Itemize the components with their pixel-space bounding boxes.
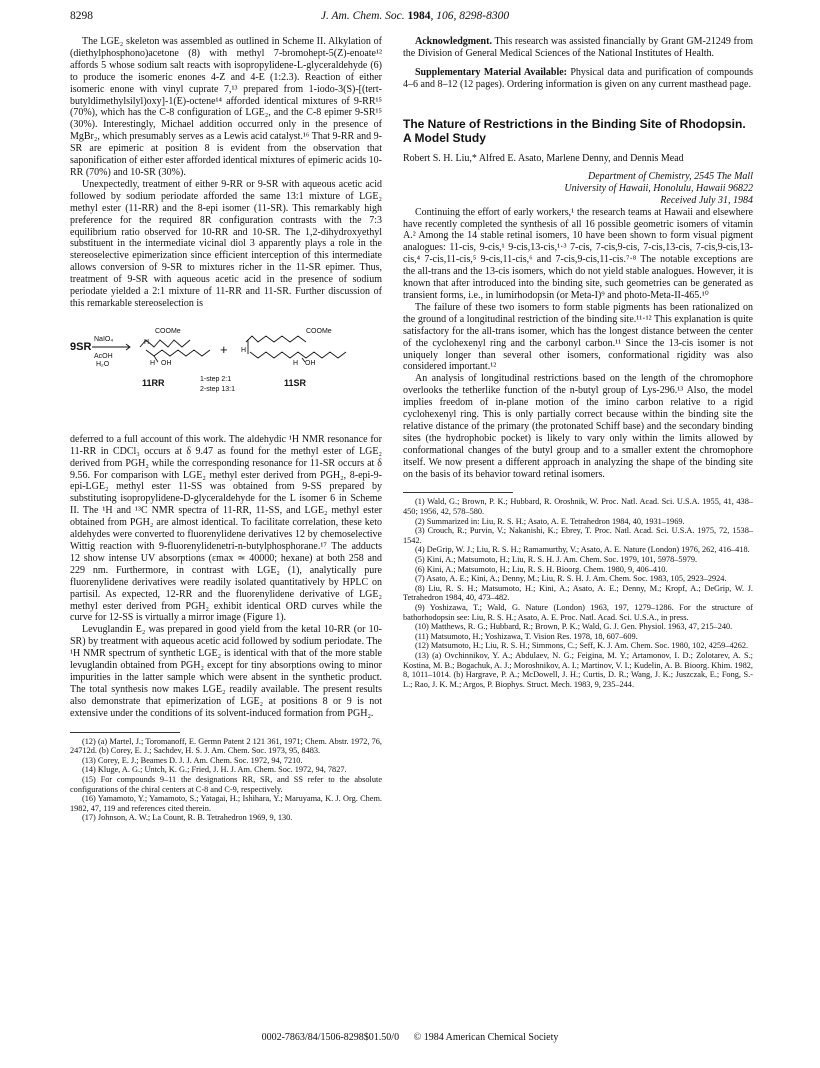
reference: (11) Matsumoto, H.; Yoshizawa, T. Vision Res. 1978, 18, 607–609. <box>415 631 638 641</box>
scheme-h-b2: H <box>293 359 299 367</box>
reference: (8) Liu, R. S. H.; Matsumoto, H.; Kini, A.; Asato, A. E.; Denny, M.; Kropf, A.; DeGrip, W. J. Tetrahedron 1984, 40, 473–482. <box>403 583 753 603</box>
scheme-reagent-1: NaIO₄ <box>94 335 114 343</box>
footnote: (16) Yamamoto, Y.; Yamamoto, S.; Yatagai, H.; Ishihara, Y.; Maruyama, K. J. Org. Chem. 1982, 47, 119 and references cited therein. <box>70 794 382 813</box>
reference: (10) Matthews, R. G.; Hubbard, R.; Brown, P. K.; Wald, G. J. Gen. Physiol. 1963, 47, 215–240. <box>415 622 733 632</box>
reference: (13) (a) Ovchinnikov, Y. A.; Abdulaev, N. G.; Feigina, M. Y.; Artamonov, I. D.; Zolotarev, A. S.; Kostina, M. B.; Bogachuk, A. J.; Moroshnikov, A. I.; Martinov, V. I.; Kudelin, A. B. Bioorg. Khim. 1982, 8, 1011–1014. (b) Hargrave, P. A.; McDowell, J. H.; Curtis, D. R.; Wang, J. K.; Juszczak, E.; Fong, S.-L.; Rao, J. K. M.; Argos, P. Biophys. Struct. Mech. 1983, 9, 235–244. <box>403 650 753 689</box>
reaction-scheme <box>70 312 382 430</box>
references-divider <box>403 492 513 493</box>
acknowledgment-heading: Acknowledgment. <box>415 36 492 47</box>
footnote: (17) Johnson, A. W.; La Count, R. B. Tetrahedron 1969, 9, 130. <box>82 813 293 823</box>
journal-volume: 106 <box>436 10 454 22</box>
scheme-reagent-2: AcOH <box>94 352 113 360</box>
left-column <box>70 36 382 823</box>
scheme-product-label-b: 11SR <box>284 377 307 388</box>
footnote-divider <box>70 732 180 733</box>
right-column <box>403 36 753 689</box>
paragraph: An analysis of longitudinal restrictions based on the length of the chromophore overlooks the tetherlike function of the n-butyl group of Lys-296.¹³ Also, the model implies freedom of in-plane motion of the imino carbon relative to a rigid cyclohexenyl ring. This is only partially correct because within the binding site the relative distance of the primary (the protonated Schiff base) and the secondary binding sites (the hydrophobic pocket) is likely to vary only within the limits allowed by conformational changes of the butyl group and to a smaller extent the chromophore itself. We now present a different approach in analyzing the shape of the binding site on the basis of its behavior toward retinal isomers. <box>403 373 753 480</box>
article-code: 0002-7863/84/1506-8298$01.50/0 <box>261 1032 400 1043</box>
running-header <box>70 10 760 24</box>
scheme-oh-b: OH <box>305 359 316 367</box>
paragraph: deferred to a full account of this work. The aldehydic ¹H NMR resonance for 11-RR in CDCl₃ occurs at δ 9.47 as found for the methyl ester of LGE₂ derived from PGH₂ while the corresponding resonance for 11-SR occurs at δ 9.56. For comparison with LGE₂ methyl ester derived from PGH₂, 8-epi-9-epi-LGE₂ methyl ester 11-SS was obtained from 9-SS prepared by substituting isopropylidene-D-glyceraldehyde for the L isomer 6 in Scheme II. The ¹H and ¹³C NMR spectra of 11-RR, 11-SS, and LGE₂ methyl ester obtained from PGH₂ are almost identical. To facilitate correlation, these keto aldehydes were converted to fluorenylidene derivatives 12 by chemoselective Wittig reaction with 9-fluorenylidenetri-n-butylphosphorane.¹⁷ The adducts 12 show intense UV absorptions (εmax ≃ 40000; hexane) at both 258 and 229 nm. Furthermore, in contrast with LGE₂ (1), analytically pure fluorenylidene derivatives were readily isolated quantitatively by HPLC on partisil. As expected, 12-RR and the fluorenylidene derivative of LGE₂ methyl ester derived from PGH₂ exhibit identical ORD curves while the curve for 12-SS is virtually a mirror image (Figure 1). <box>70 433 382 624</box>
reference: (7) Asato, A. E.; Kini, A.; Denny, M.; Liu, R. S. H. J. Am. Chem. Soc. 1983, 105, 2923–2924. <box>415 574 727 584</box>
paragraph: The LGE₂ skeleton was assembled as outlined in Scheme II. Alkylation of (diethylphosphono)acetone (8) with methyl 7-bromohept-5(Z)-enoate¹² affords 5 whose sodium salt reacts with isopropylidene-L-glyceraldehyde (6) to produce the isomeric enones 4-Z and 4-E (1:2.3). Reaction of either isomeric enone with vinyl cuprate 7,¹³ prepared from 1-iodo-3(S)-[(tert-butyldimethylsilyl)oxy]-1(E)-octene¹⁴ afforded identical mixtures of 9-RR¹⁵ (70%), which has the C-8 configuration of LGE₂, and the C-8 epimer 9-SR¹⁵ (30%). Interestingly, Michael addition occurred only in the presence of MgBr₂, which presumably serves as a Lewis acid catalyst.¹⁶ That 9-RR and 9-SR are epimeric at position 8 is evident from the observation that saponification of either ester afforded identical mixtures of epimeric acids 10-RR (70%) and 10-SR (30%). <box>70 36 382 178</box>
article-authors: Robert S. H. Liu,* Alfred E. Asato, Marlene Denny, and Dennis Mead <box>403 152 684 164</box>
footnote: (12) (a) Martel, J.; Toromanoff, E. Germn Patent 2 121 361, 1971; Chem. Abstr. 1972, 76, 24712d. (b) Corey, E. J.; Sachdev, H. S. J. Am. Chem. Soc. 1973, 95, 8483. <box>70 736 382 756</box>
reference: (3) Crouch, R.; Purvin, V.; Nakanishi, K.; Ebrey, T. Proc. Natl. Acad. Sci. U.S.A. 1975, 72, 1538–1542. <box>403 526 753 545</box>
acknowledgment-text: This research was assisted financially by Grant GM-21249 from the Division of General Medical Sciences of the National Institutes of Health. <box>403 36 753 59</box>
supplementary-text: Physical data and purification of compounds 4–6 and 8–12 (12 pages). Ordering information is given on any current masthead page. <box>403 66 753 90</box>
scheme-ester-b: COOMe <box>306 327 332 335</box>
reference: (9) Yoshizawa, T.; Wald, G. Nature (London) 1963, 197, 1279–1286. For the structure of bathorhodopsin see: Liu, R. S. H.; Asato, A. E. Proc. Natl. Acad. Sci. U.S.A., in press. <box>403 603 753 622</box>
article-title: The Nature of Restrictions in the Binding Site of Rhodopsin. A Model Study <box>403 116 746 145</box>
paragraph: The failure of these two isomers to form stable pigments has been rationalized on the ground of a longitudinal restriction of the binding site.¹¹·¹² This explanation is quite satisfactory for the all-trans isomer, which has the longest distance between the center of the cyclohexenyl ring and the carbonyl carbon.¹¹ Since the 13-cis isomer is not uniquely longer than several other isomers, conformational rigidity was also considered important.¹² <box>403 301 753 373</box>
scheme-start-label: 9SR <box>70 340 92 353</box>
page-footer <box>0 1032 820 1043</box>
affiliation-line-1: Department of Chemistry, 2545 The Mall <box>588 170 753 182</box>
scheme-h-b1: H <box>241 346 247 354</box>
paragraph: Levuglandin E₂ was prepared in good yield from the ketal 10-RR (or 10-SR) by treatment with aqueous acetic acid followed by sodium periodate. The ¹H NMR spectrum of synthetic LGE₂ is identical with that of the more stable levuglandin obtained from PGH₂ except for tiny absorptions owing to minor impurities in the latter sample which were absent in the synthetic product. The total synthesis now makes LGE₂ readily available. The present results also demonstrate that epimerization of LGE₂ at positions 8 or 9 is not extensive under the conditions of its solvent-induced formation from PGH₂. <box>70 624 382 719</box>
reference: (1) Wald, G.; Brown, P. K.; Hubbard, R. Oroshnik, W. Proc. Natl. Acad. Sci. U.S.A. 1955, 41, 438–450; 1956, 42, 578–580. <box>403 497 753 517</box>
scheme-ester-a: COOMe <box>155 327 181 335</box>
scheme-plus: + <box>220 341 228 357</box>
paragraph: Continuing the effort of early workers,¹ the research teams at Hawaii and elsewhere have recently completed the synthesis of all 16 possible geometric isomers of vitamin A.² Among the 14 stable retinal isomers, 10 have been shown to form visual pigment analogues: 11-cis, 9-cis,¹ 9-cis,13-cis,¹·³ 7-cis, 7-cis,9-cis, 7-cis,13-cis, 7-cis,9-cis,13-cis,⁴ 7-cis,11-cis,⁵ 9-cis,11-cis,⁶ and 7-cis,9-cis,11-cis.⁷·⁸ The notable exceptions are the all-trans and the 13-cis isomers, which do not yield stable analogues. However, it is known that after introduced into the binding site, such geometries can be generated as transient forms, i.e., in lumirhodopsin (or Meta-I)⁹ and photo-Meta-II-465.¹⁰ <box>403 206 753 301</box>
acknowledgment <box>403 36 753 60</box>
footnote: (15) For compounds 9–11 the designations RR, SR, and SS refer to the absolute configurations of the chiral centers at C-8 and C-9, respectively. <box>70 774 382 794</box>
scheme-product-label-a: 11RR <box>142 377 165 388</box>
scheme-h-a2: H <box>150 359 156 367</box>
supplementary-material <box>403 67 753 91</box>
scheme-ratio-2: 2-step 13:1 <box>200 385 236 393</box>
molecule-b-upper-chain <box>246 336 306 342</box>
reference: (12) Matsumoto, H.; Liu, R. S. H.; Simmons, C.; Seff, K. J. Am. Chem. Soc. 1980, 102, 4259–4262. <box>415 641 749 651</box>
footnote: (13) Corey, E. J.; Beames D. J. J. Am. Chem. Soc. 1972, 94, 7210. <box>82 755 303 765</box>
reference: (6) Kini, A.; Matsumoto, H.; Liu, R. S. H. Bioorg. Chem. 1980, 9, 406–410. <box>415 564 668 574</box>
journal-pages: 8298-8300 <box>459 10 510 22</box>
page-number: 8298 <box>70 10 93 22</box>
molecule-a-lower-chain <box>146 350 210 356</box>
received-date: Received July 31, 1984 <box>660 194 753 206</box>
journal-reference: J. Am. Chem. Soc. 1984, 106, 8298-8300 <box>320 10 510 22</box>
scheme-oh-a: OH <box>161 359 172 367</box>
scheme-h-a1: H <box>144 338 150 346</box>
reference: (2) Summarized in: Liu, R. S. H.; Asato, A. E. Tetrahedron 1984, 40, 1931–1969. <box>415 516 685 526</box>
journal-name: J. Am. Chem. Soc. <box>320 10 405 22</box>
journal-year: 1984 <box>407 10 431 22</box>
scheme-reagent-3: H₂O <box>96 360 110 368</box>
reference: (4) DeGrip, W. J.; Liu, R. S. H.; Ramamurthy, V.; Asato, A. E. Nature (London) 1976, 262, 416–418. <box>415 545 750 555</box>
footnote: (14) Kluge, A. G.; Untch, K. G.; Fried, J. H. J. Am. Chem. Soc. 1972, 94, 7827. <box>82 765 347 775</box>
reaction-scheme-drawing <box>70 312 382 430</box>
paragraph: Unexpectedly, treatment of either 9-RR or 9-SR with aqueous acetic acid followed by sodium periodate afforded the same 13:1 mixture of LGE₂ methyl ester (11-RR) and the 8-epi isomer (11-SR). This remarkably high preference for the required 8R configuration contrasts with the 7:3 equilibrium ratio observed for 10-RR and 10-SR. The 1,2-dihydroxyethyl substituent in the intermediate vicinal diol 3 apparently plays a role in the stereoselective epimerization since efficient interception of this intermediate allows conversion of 9-SR to mixtures richer in the 11-SR epimer. Thus, treatment of 9-SR with aqueous acetic acid in the presence of sodium periodate yielded a 2:1 mixture of 11-RR and 11-SR. Further discussion of this remarkable stereoselection is <box>70 178 382 309</box>
supplementary-heading: Supplementary Material Available: <box>415 66 567 78</box>
molecule-b-lower-chain <box>250 352 346 358</box>
scheme-ratio-1: 1-step 2:1 <box>200 375 232 383</box>
copyright-notice: © 1984 American Chemical Society <box>413 1032 559 1043</box>
affiliation-line-2: University of Hawaii, Honolulu, Hawaii 96822 <box>564 182 753 194</box>
reference: (5) Kini, A.; Matsumoto, H.; Liu, R. S. H. J. Am. Chem. Soc. 1979, 101, 5978–5979. <box>415 555 698 565</box>
